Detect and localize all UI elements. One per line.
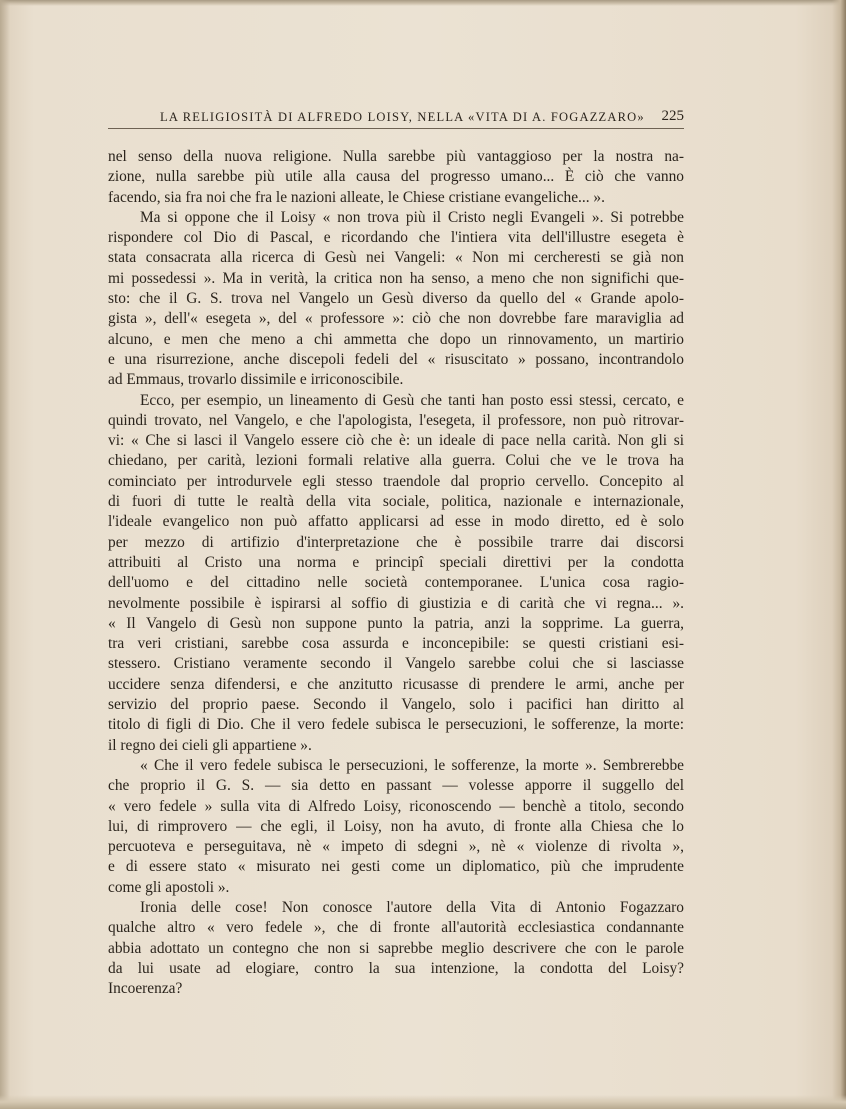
text-line: lui, di rimprovero — che egli, il Loisy, non ha avuto, di fronte alla Chiesa che lo xyxy=(108,817,684,835)
text-line: servizio del proprio paese. Secondo il Vangelo, solo i pacifici han diritto al xyxy=(108,696,684,714)
page-top-edge xyxy=(0,0,846,6)
text-line: l'ideale evangelico non può affatto applicarsi ad esse in modo diretto, ed è solo xyxy=(108,513,684,531)
text-line: di fuori di tutte le realtà della vita sociale, politica, nazionale e internazionale, xyxy=(108,493,684,511)
text-line: dell'uomo e del cittadino nelle società contemporanee. L'unica cosa ragio- xyxy=(108,574,684,592)
text-line: vi: « Che si lasci il Vangelo essere ciò che è: un ideale di pace nella carità. Non gli si xyxy=(108,432,684,450)
text-line: mi possedessi ». Ma in verità, la critica non ha senso, a meno che non significhi que- xyxy=(108,269,684,287)
text-line: uccidere senza difendersi, e che anzitutto ricusasse di prendere le armi, anche per xyxy=(108,675,684,693)
text-line: sto: che il G. S. trova nel Vangelo un Gesù diverso da quello del « Grande apolo- xyxy=(108,290,684,308)
page-right-edge xyxy=(832,0,846,1109)
running-head: LA RELIGIOSITÀ DI ALFREDO LOISY, NELLA «VITA DI A. FOGAZZARO» xyxy=(160,110,645,124)
text-line: nel senso della nuova religione. Nulla sarebbe più vantaggioso per la nostra na- xyxy=(108,148,684,165)
text-line: cominciato per introdurvele egli stesso traendole dal proprio cervello. Concepito al xyxy=(108,472,684,490)
text-line: ad Emmaus, trovarlo dissimile e irriconoscibile. xyxy=(108,371,404,389)
page-left-edge xyxy=(0,0,10,1109)
text-line: abbia adottato un contegno che non si saprebbe meglio descrivere che con le parole xyxy=(108,939,684,957)
text-line: Ironia delle cose! Non conosce l'autore della Vita di Antonio Fogazzaro xyxy=(140,898,684,916)
page-bottom-edge xyxy=(0,1095,846,1109)
text-line: « Il Vangelo di Gesù non suppone punto la patria, anzi la sopprime. La guerra, xyxy=(108,614,684,632)
text-line: facendo, sia fra noi che fra le nazioni alleate, le Chiese cristiane evangeliche... ». xyxy=(108,188,605,206)
text-line: e di essere stato « misurato nei gesti come un diplomatico, più che imprudente xyxy=(108,858,684,876)
body-text xyxy=(108,147,684,999)
text-line: e una risurrezione, anche discepoli fedeli del « risuscitato » possano, incontrandolo xyxy=(108,350,684,368)
text-line: stata consacrata alla ricerca di Gesù nei Vangeli: « Non mi cercheresti se già non xyxy=(108,249,684,267)
text-line: che proprio il G. S. — sia detto en passant — volesse apporre il suggello del xyxy=(108,777,684,795)
text-line: alcuno, e men che meno a chi ammetta che dopo un rinnovamento, un martirio xyxy=(108,330,684,348)
text-line: attribuiti al Cristo una norma e principî speciali direttivi per la condotta xyxy=(108,553,684,571)
text-line: « Che il vero fedele subisca le persecuzioni, le sofferenze, la morte ». Sembrerebbe xyxy=(140,756,684,774)
header-rule xyxy=(108,128,684,129)
text-line: zione, nulla sarebbe più utile alla causa del progresso umano... È ciò che vanno xyxy=(108,168,684,186)
text-line: Ma si oppone che il Loisy « non trova più il Cristo negli Evangeli ». Si potrebbe xyxy=(140,208,684,226)
page-header xyxy=(108,107,684,129)
text-line: qualche altro « vero fedele », che di fronte all'autorità ecclesiastica condannante xyxy=(108,919,684,937)
text-line: stessero. Cristiano veramente secondo il Vangelo sarebbe colui che si lasciasse xyxy=(108,655,684,673)
text-line: Ecco, per esempio, un lineamento di Gesù che tanti han posto essi stessi, cercato, e xyxy=(140,391,684,409)
text-line: nevolmente possibile è ispirarsi al soffio di giustizia e di carità che vi regna... ». xyxy=(108,594,684,612)
text-line: « vero fedele » sulla vita di Alfredo Loisy, riconoscendo — benchè a titolo, secondo xyxy=(108,797,684,815)
text-line: il regno dei cieli gli appartiene ». xyxy=(108,736,312,754)
text-line: quindi trovato, nel Vangelo, e che l'apologista, l'esegeta, il professore, non può ritrovar- xyxy=(108,411,684,429)
text-line: per mezzo di artifizio d'interpretazione che è possibile trarre dai discorsi xyxy=(108,533,684,551)
text-line: Incoerenza? xyxy=(108,980,183,998)
text-line: titolo di figli di Dio. Che il vero fedele subisca le persecuzioni, le sofferenze, la morte: xyxy=(108,716,684,734)
page-number: 225 xyxy=(661,108,684,124)
text-line: gista », dell'« esegeta », del « professore »: ciò che non dovrebbe fare maraviglia ad xyxy=(108,310,684,328)
text-line: chiedano, per carità, lezioni formali relative alla guerra. Colui che ve le trova ha xyxy=(108,452,684,470)
text-line: tra veri cristiani, sarebbe cosa assurda e inconcepibile: se questi cristiani esi- xyxy=(108,635,684,653)
text-line: come gli apostoli ». xyxy=(108,878,230,896)
text-line: percuoteva e perseguitava, nè « impeto di sdegni », nè « violenze di rivolta », xyxy=(108,838,684,856)
text-line: rispondere col Dio di Pascal, e ricordando che l'intiera vita dell'illustre esegeta è xyxy=(108,229,684,247)
text-line: da lui usate ad elogiare, contro la sua intenzione, la condotta del Loisy? xyxy=(108,959,684,977)
